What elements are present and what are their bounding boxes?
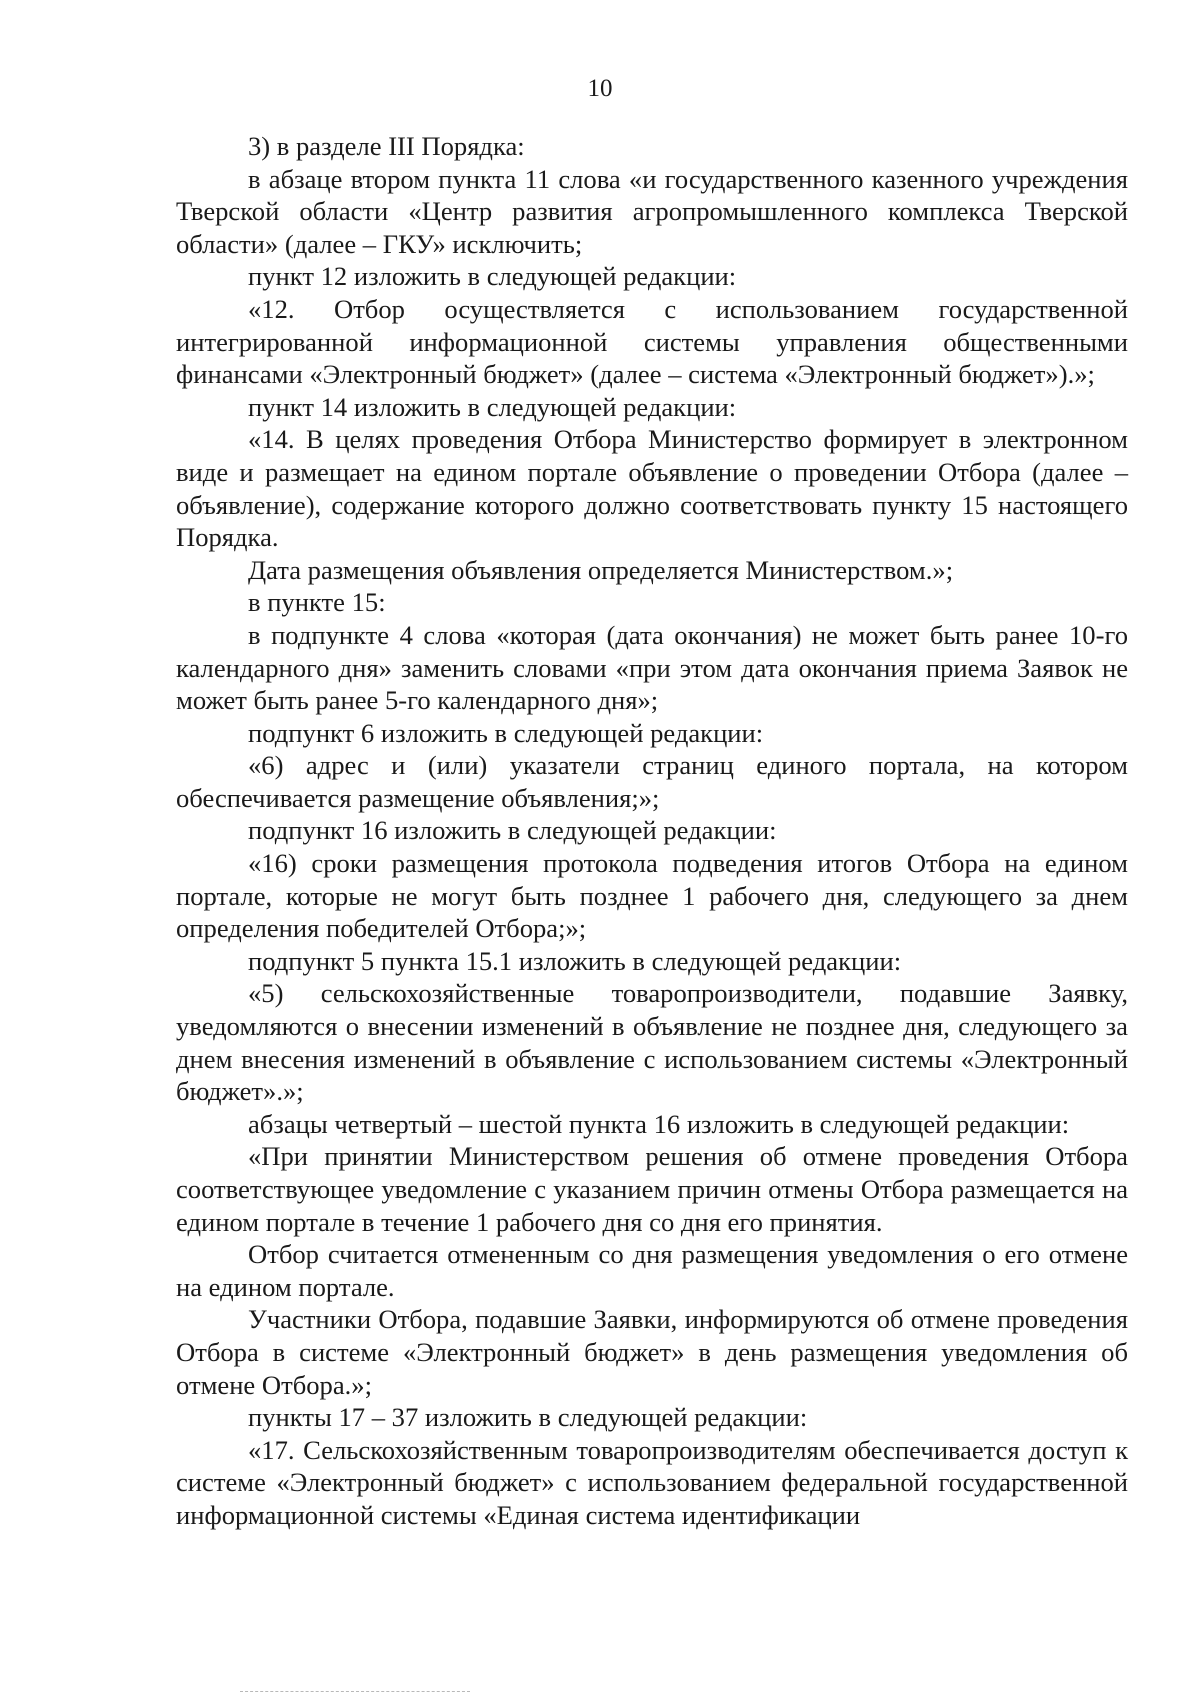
paragraph: пункт 14 изложить в следующей редакции: (248, 391, 737, 422)
paragraph: «При принятии Министерством решения об отмене проведения Отбора соответствующее уведомление с указанием причин отмены Отбора размещается на едином портале в течение 1 рабочего дня со дня его принятия. (176, 1141, 1128, 1237)
page-number: 10 (587, 75, 613, 102)
paragraph: пункты 17 – 37 изложить в следующей редакции: (248, 1402, 808, 1433)
paragraph: подпункт 5 пункта 15.1 изложить в следующей редакции: (248, 945, 902, 976)
paragraph: подпункт 6 изложить в следующей редакции: (248, 717, 764, 748)
paragraph: «16) сроки размещения протокола подведения итогов Отбора на едином портале, которые не могут быть позднее 1 рабочего дня, следующего за днем определения победителей Отбора;»; (176, 848, 1128, 944)
paragraph: «5) сельскохозяйственные товаропроизводители, подавшие Заявку, уведомляются о внесении изменений в объявление не позднее дня, следующего за днем внесения изменений в объявление с использованием системы «Электронный бюджет».»; (176, 978, 1128, 1107)
paragraph: пункт 12 изложить в следующей редакции: (248, 261, 737, 292)
paragraph: 3) в разделе III Порядка: (248, 131, 525, 161)
paragraph: «12. Отбор осуществляется с использованием государственной интегрированной информационной системы управления общественными финансами «Электронный бюджет» (далее – система «Электронный бюджет»).»; (176, 293, 1128, 390)
paragraph: Участники Отбора, подавшие Заявки, информируются об отмене проведения Отбора в системе «Электронный бюджет» в день размещения уведомления об отмене Отбора.»; (176, 1304, 1128, 1400)
paragraph: в абзаце втором пункта 11 слова «и государственного казенного учреждения Тверской области «Центр развития агропромышленного комплекса Тверской области» (далее – ГКУ» исключить; (176, 163, 1128, 259)
paragraph: Дата размещения объявления определяется Министерством.»; (248, 554, 954, 585)
document-body (176, 130, 1128, 1532)
paragraph: «14. В целях проведения Отбора Министерство формирует в электронном виде и размещает на едином портале объявление о проведении Отбора (далее – объявление), содержание которого должно соответствовать пункту 15 настоящего Порядка. (176, 424, 1128, 553)
paragraph: абзацы четвертый – шестой пункта 16 изложить в следующей редакции: (248, 1108, 1070, 1139)
paragraph: «17. Сельскохозяйственным товаропроизводителям обеспечивается доступ к системе «Электронный бюджет» с использованием федеральной государственной информационной системы «Единая система идентификации (176, 1434, 1128, 1530)
paragraph: «6) адрес и (или) указатели страниц единого портала, на котором обеспечивается размещение объявления;»; (176, 750, 1128, 813)
paragraph: подпункт 16 изложить в следующей редакции: (248, 815, 777, 846)
paragraph: Отбор считается отмененным со дня размещения уведомления о его отмене на едином портале. (176, 1239, 1128, 1302)
scan-edge-mark (240, 1691, 470, 1694)
paragraph: в пункте 15: (248, 587, 386, 618)
paragraph: в подпункте 4 слова «которая (дата окончания) не может быть ранее 10-го календарного дня» заменить словами «при этом дата окончания приема Заявок не может быть ранее 5-го календарного дня»; (176, 619, 1128, 716)
